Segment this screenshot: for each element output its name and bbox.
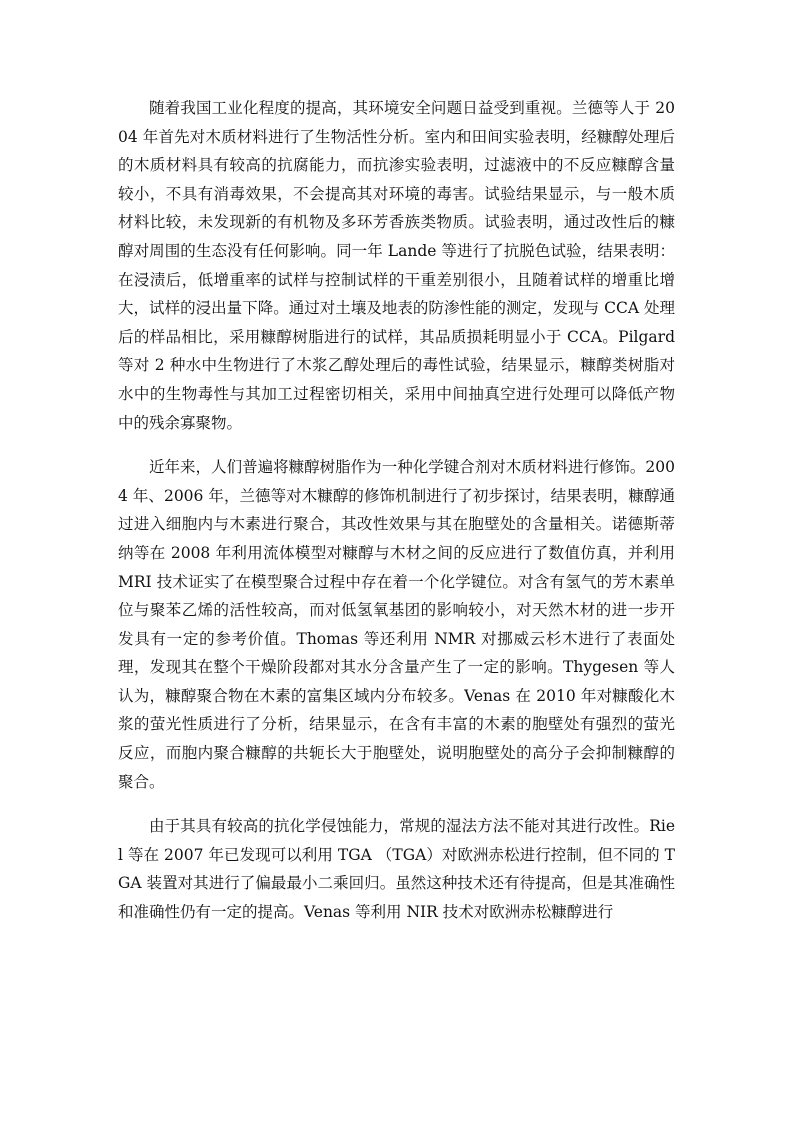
paragraph-chemical-resistance: 由于其具有较高的抗化学侵蚀能力，常规的湿法方法不能对其进行改性。Riel 等在 2007 年已发现可以利用 TGA （TGA）对欧洲赤松进行控制，但不同的 TGA 装置对其进行了偏最最小二乘回归。虽然这种技术还有待提高，但是其准确性和准确性仍有一定的提高。Venas 等利用 NIR 技术对欧洲赤松糠醇进行 [118, 817, 675, 922]
paragraph-environmental-safety: 随着我国工业化程度的提高，其环境安全问题日益受到重视。兰德等人于 2004 年首先对木质材料进行了生物活性分析。室内和田间实验表明，经糠醇处理后的木质材料具有较高的抗腐能力，而抗渗实验表明，过滤液中的不反应糠醇含量较小，不具有消毒效果，不会提高其对环境的毒害。试验结果显示，与一般木质材料比较，未发现新的有机物及多环芳香族类物质。试验表明，通过改性后的糠醇对周围的生态没有任何影响。同一年 Lande 等进行了抗脱色试验，结果表明：在浸渍后，低增重率的试样与控制试样的干重差别很小，且随着试样的增重比增大，试样的浸出量下降。通过对土壤及地表的防渗性能的测定，发现与 CCA 处理后的样品相比，采用糠醇树脂进行的试样，其品质损耗明显小于 CCA。Pilgard 等对 2 种水中生物进行了木浆乙醇处理后的毒性试验，结果显示，糠醇类树脂对水中的生物毒性与其加工过程密切相关，采用中间抽真空进行处理可以降低产物中的残余寡聚物。 [118, 99, 675, 432]
paragraph-modification-mechanism: 近年来，人们普遍将糠醇树脂作为一种化学键合剂对木质材料进行修饰。2004 年、2006 年，兰德等对木糠醇的修饰机制进行了初步探讨，结果表明，糠醇通过进入细胞内与木素进行聚合，其改性效果与其在胞壁处的含量相关。诺德斯蒂纳等在 2008 年利用流体模型对糠醇与木材之间的反应进行了数值仿真，并利用 MRI 技术证实了在模型聚合过程中存在着一个化学键位。对含有氢气的芳木素单位与聚苯乙烯的活性较高，而对低氢氧基团的影响较小，对天然木材的进一步开发具有一定的参考价值。Thomas 等还利用 NMR 对挪威云杉木进行了表面处理，发现其在整个干燥阶段都对其水分含量产生了一定的影响。Thygesen 等人认为，糠醇聚合物在木素的富集区域内分布较多。Venas 在 2010 年对糠酸化木浆的萤光性质进行了分析，结果显示，在含有丰富的木素的胞壁处有强烈的萤光反应，而胞内聚合糠醇的共轭长大于胞壁处，说明胞壁处的高分子会抑制糠醇的聚合。 [118, 458, 675, 791]
document-page [118, 94, 675, 943]
